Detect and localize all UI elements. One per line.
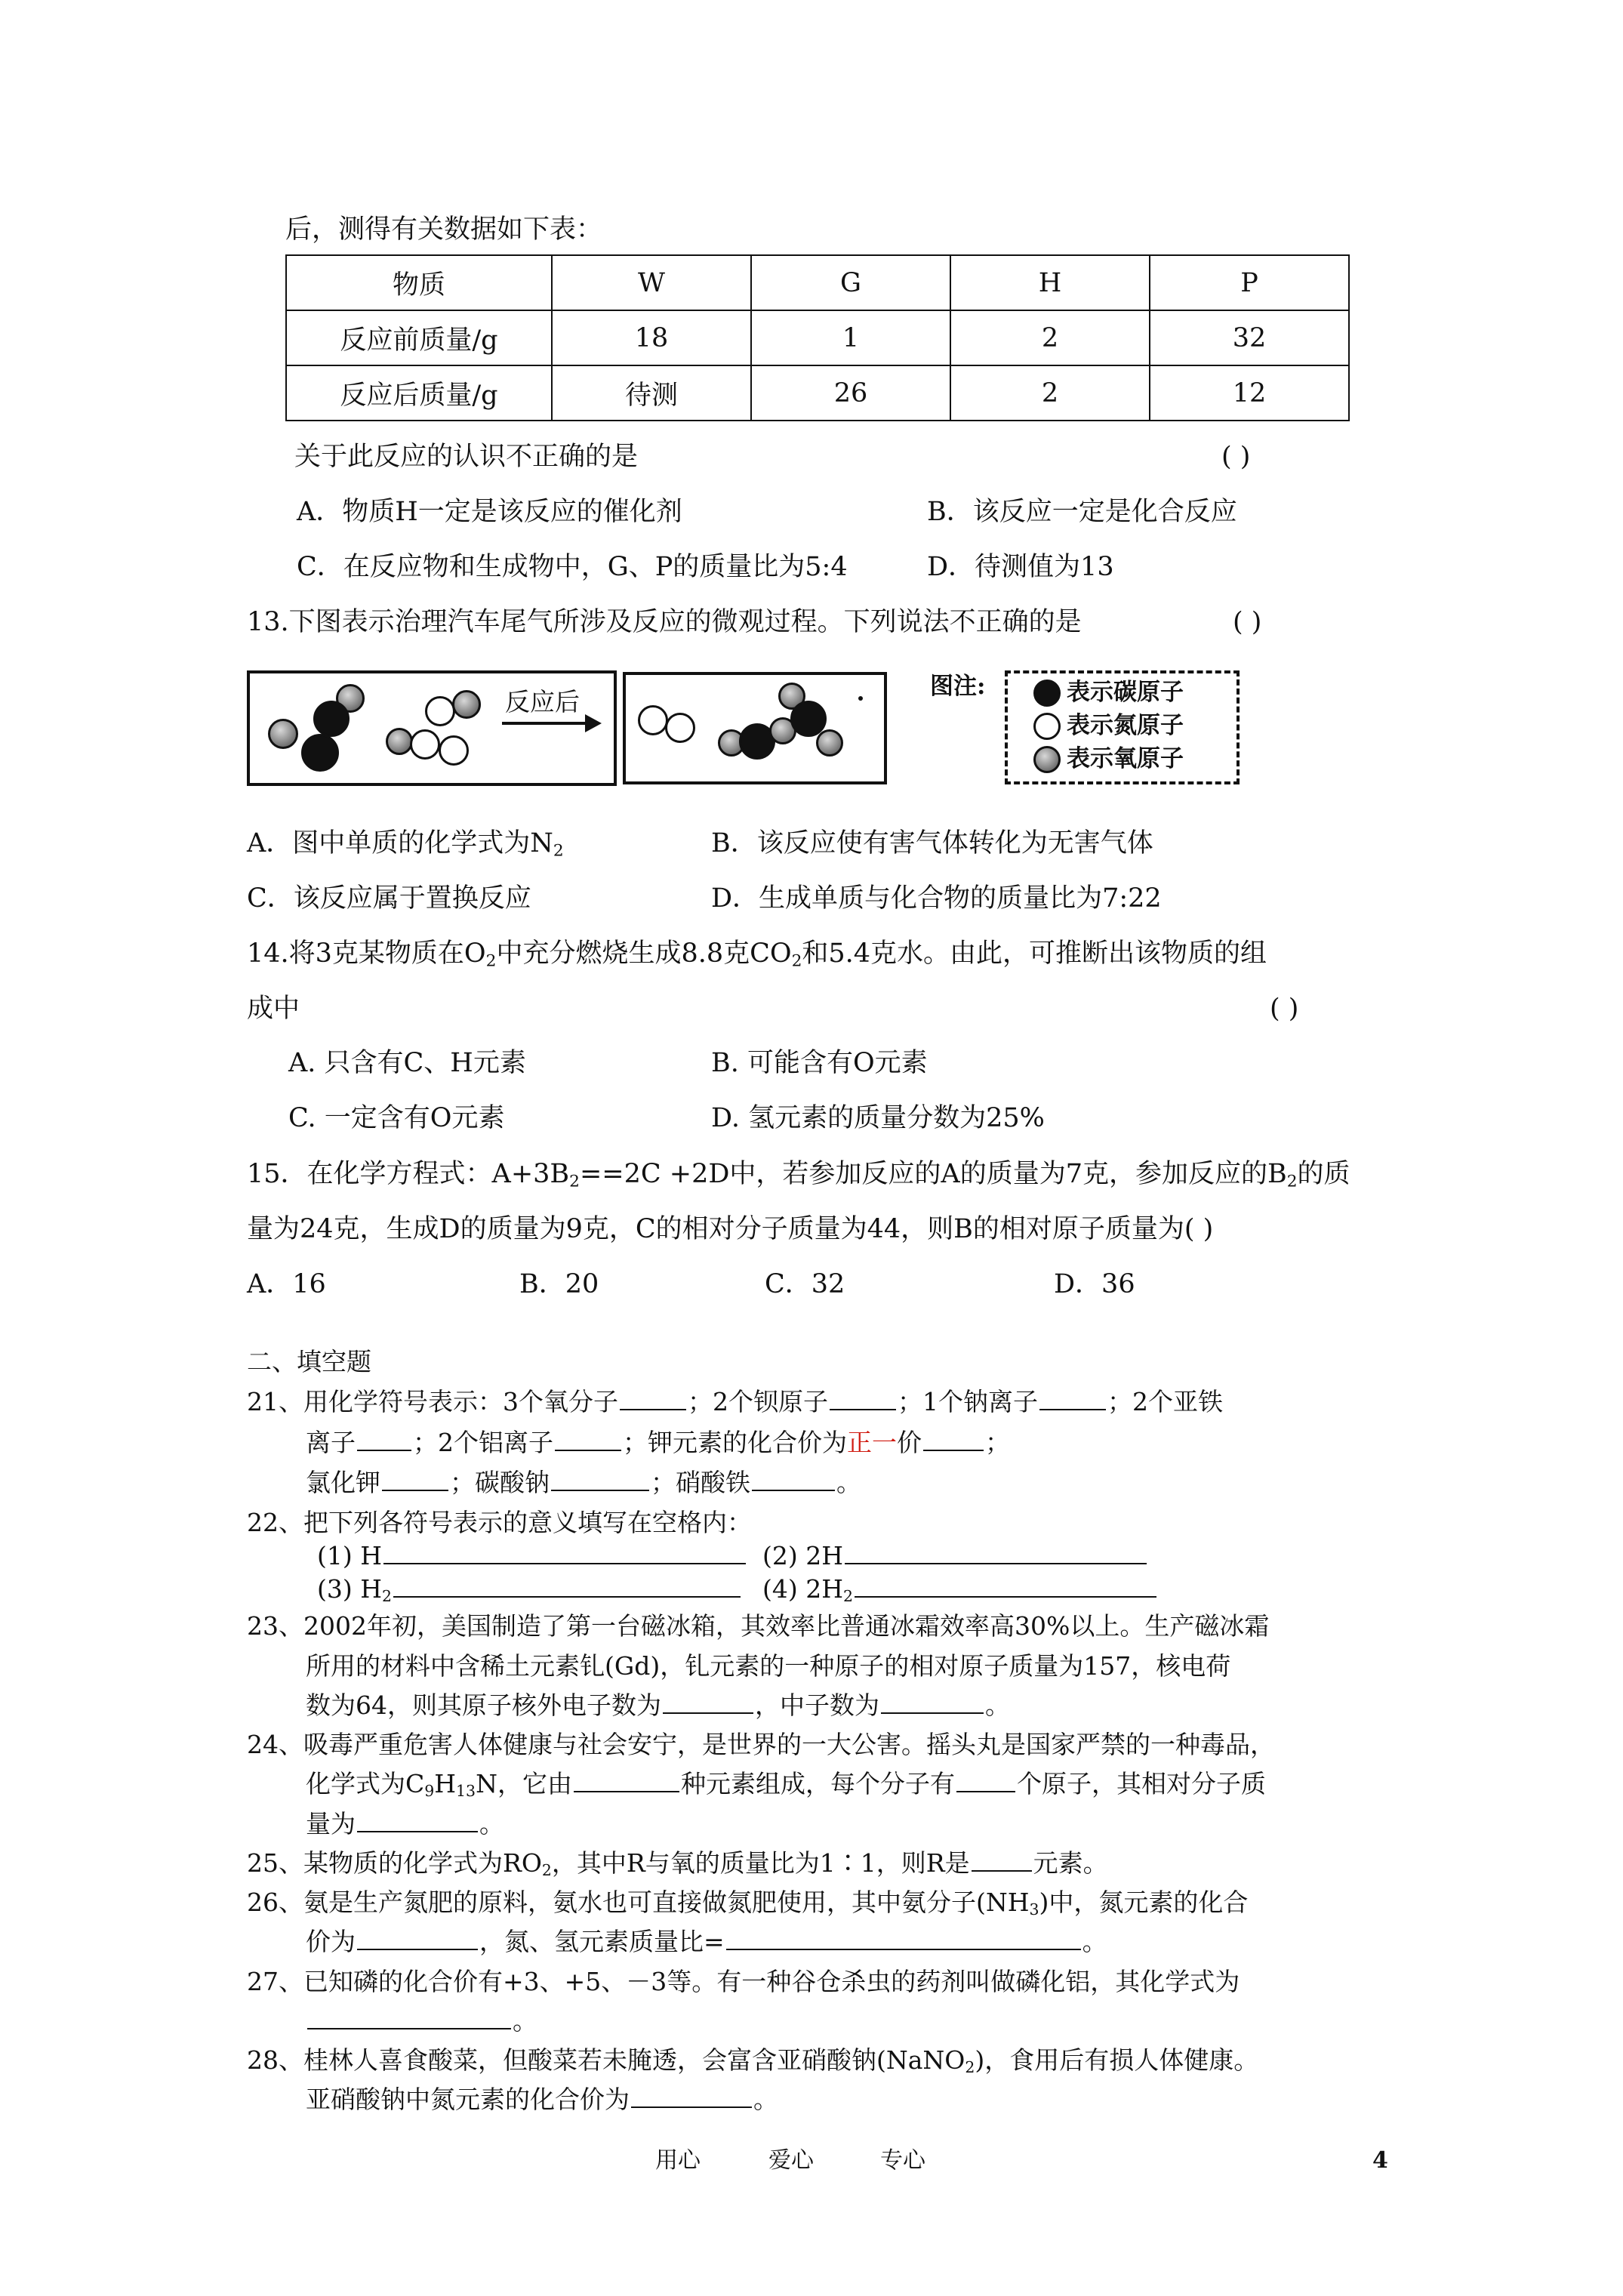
answer-blank[interactable] (855, 1573, 1156, 1598)
answer-blank[interactable] (307, 2005, 511, 2029)
q15-option-d: D．36 (1054, 1269, 1135, 1299)
q15-line1: 15．在化学方程式：$A+3B_2==2C +2D$中，若参加反应的A的质量为7克，参加反应的$B_2$的质 (247, 1159, 1350, 1191)
q14-option-a: A. 只含有C、H元素 (288, 1048, 526, 1078)
q28-line2: 亚硝酸钠中氮元素的化合价为 。 (306, 2085, 778, 2114)
carbon-legend-icon (1033, 680, 1061, 707)
q13-option-b: B．该反应使有害气体转化为无害气体 (711, 828, 1153, 858)
q15-option-b: B．20 (519, 1269, 599, 1299)
q12-stem: 关于此反应的认识不正确的是 (294, 442, 639, 472)
reaction-diagram (247, 669, 1243, 790)
data-table (285, 254, 1350, 421)
q15-line2: 量为24克，生成D的质量为9克，C的相对分子质量为44，则B的相对原子质量为( ) (247, 1214, 1214, 1244)
intro-text: 后，测得有关数据如下表： (285, 214, 603, 245)
q12-option-a: A．物质H一定是该反应的催化剂 (297, 497, 682, 527)
nitrogen-atom (638, 705, 668, 735)
table-row (286, 310, 1349, 365)
table-cell: 32 (1150, 310, 1349, 365)
dot-mark (858, 696, 863, 701)
page-number: 4 (1372, 2147, 1388, 2174)
answer-blank[interactable] (620, 1386, 686, 1410)
table-cell: 反应前质量/g (286, 310, 552, 365)
legend-oxygen-label: 表示氧原子 (1067, 745, 1184, 772)
footer-item: 爱心 (768, 2147, 814, 2174)
q24-line1: 24、吸毒严重危害人体健康与社会安宁，是世界的一大公害。摇头丸是国家严禁的一种毒品， (247, 1730, 1275, 1759)
footer-item: 用心 (655, 2147, 701, 2174)
answer-blank[interactable] (663, 1690, 753, 1714)
nitrogen-atom (439, 735, 469, 766)
answer-blank[interactable] (357, 1427, 411, 1451)
table-header: G (751, 255, 950, 310)
q12-option-b: B．该反应一定是化合反应 (927, 497, 1237, 527)
nitrogen-legend-icon (1033, 713, 1061, 740)
q13-stem: 13.下图表示治理汽车尾气所涉及反应的微观过程。下列说法不正确的是 (247, 607, 1082, 637)
q13-option-c: C．该反应属于置换反应 (247, 883, 531, 914)
answer-blank[interactable] (956, 1768, 1015, 1792)
answer-blank[interactable] (845, 1540, 1147, 1564)
q21-line3: 氯化钾 ；碳酸钠 ；硝酸铁 。 (306, 1468, 861, 1497)
table-row (286, 365, 1349, 421)
answer-blank[interactable] (830, 1386, 896, 1410)
q23-line3: 数为64，则其原子核外电子数为 ，中子数为 。 (306, 1690, 1010, 1720)
oxygen-atom (386, 728, 413, 755)
table-cell: 12 (1150, 365, 1349, 421)
arrow-head-icon (585, 714, 602, 732)
q14-bracket: ( ) (1270, 994, 1299, 1024)
answer-blank[interactable] (382, 1467, 448, 1491)
q25-line: 25、某物质的化学式为$RO_2$，其中R与氧的质量比为1∶1，则R是 元素。 (247, 1848, 1108, 1880)
q23-line1: 23、2002年初，美国制造了第一台磁冰箱，其效率比普通冰霜效率高30%以上。生产磁冰霜 (247, 1611, 1270, 1641)
footer-item: 专心 (880, 2147, 925, 2174)
q21-line1: 21、用化学符号表示：3个氧分子 ；2个钡原子 ；1个钠离子 ；2个亚铁 (247, 1387, 1223, 1416)
oxygen-legend-icon (1033, 746, 1061, 773)
q14-option-d: D. 氢元素的质量分数为25% (711, 1103, 1045, 1133)
answer-blank[interactable] (726, 1926, 1081, 1950)
table-cell: 2 (950, 365, 1150, 421)
answer-blank[interactable] (357, 1926, 478, 1950)
legend-title: 图注: (930, 673, 986, 700)
products-box (623, 672, 887, 784)
nitrogen-atom (410, 729, 440, 760)
q15-option-c: C．32 (765, 1269, 845, 1299)
answer-blank[interactable] (972, 1848, 1032, 1872)
q27-line2: 。 (306, 2005, 537, 2037)
q14-line2: 成中 (247, 994, 300, 1024)
q12-bracket: ( ) (1221, 442, 1251, 472)
answer-blank[interactable] (555, 1427, 621, 1451)
table-header: 物质 (286, 255, 552, 310)
answer-blank[interactable] (881, 1690, 984, 1714)
reaction-arrow (502, 722, 590, 725)
q13-option-a: A．图中单质的化学式为$N_2$ (247, 828, 564, 861)
q26-line1: 26、氨是生产氮肥的原料，氨水也可直接做氮肥使用，其中氨分子$(NH_3)$中，氮元素的化合 (247, 1888, 1249, 1919)
table-header-row (286, 255, 1349, 310)
table-cell: 反应后质量/g (286, 365, 552, 421)
q23-line2: 所用的材料中含稀土元素钆(Gd)，钆元素的一种原子的相对原子质量为157，核电荷 (306, 1651, 1231, 1681)
answer-blank[interactable] (393, 1573, 741, 1598)
q21-line2: 离子 ；2个铝离子 ；钾元素的化合价为正一价 ； (306, 1428, 1010, 1457)
q28-line1: 28、桂林人喜食酸菜，但酸菜若未腌透，会富含亚硝酸钠(NaNO$_2$)，食用后有损人体健康。 (247, 2045, 1259, 2077)
q22-item-2: (2) 2H (762, 1540, 1148, 1572)
answer-blank[interactable] (574, 1768, 679, 1792)
q22-item-3: (3) $H_2$ (317, 1573, 742, 1605)
legend-nitrogen-label: 表示氮原子 (1067, 712, 1184, 739)
answer-blank[interactable] (357, 1808, 478, 1832)
q24-line3: 量为 。 (306, 1809, 504, 1838)
table-cell: 2 (950, 310, 1150, 365)
legend-carbon-label: 表示碳原子 (1067, 679, 1184, 706)
q26-line2: 价为 ，氮、氢元素质量比= 。 (306, 1927, 1107, 1956)
q14-option-b: B. 可能含有O元素 (711, 1048, 928, 1078)
oxygen-atom (268, 719, 298, 749)
nitrogen-atom (425, 696, 455, 726)
arrow-label: 反应后 (505, 687, 580, 717)
q22-stem: 22、把下列各符号表示的意义填写在空格内： (247, 1508, 752, 1537)
answer-blank[interactable] (383, 1540, 746, 1564)
section-heading: 二、填空题 (247, 1347, 371, 1376)
table-cell: 26 (751, 365, 950, 421)
table-cell: 18 (552, 310, 751, 365)
q14-option-c: C. 一定含有O元素 (288, 1103, 505, 1133)
carbon-atom (301, 734, 339, 772)
answer-blank[interactable] (752, 1467, 835, 1491)
nitrogen-atom (665, 713, 695, 743)
table-header: H (950, 255, 1150, 310)
q24-line2: 化学式为$C_9H_{13}N$，它由 种元素组成，每个分子有 个原子，其相对分子质 (306, 1769, 1266, 1801)
q12-option-d: D．待测值为13 (927, 552, 1114, 582)
q15-option-a: A．16 (247, 1269, 326, 1299)
answer-blank[interactable] (631, 2084, 752, 2108)
q13-bracket: ( ) (1233, 607, 1262, 637)
carbon-atom (313, 701, 350, 737)
answer-blank[interactable] (1039, 1386, 1106, 1410)
q22-item-4: (4) $2H_2$ (762, 1573, 1158, 1605)
table-cell: 1 (751, 310, 950, 365)
q22-item-1: (1) H (317, 1540, 747, 1572)
q12-option-c: C．在反应物和生成物中，G、P的质量比为5:4 (297, 552, 848, 582)
answer-blank[interactable] (551, 1467, 649, 1491)
oxygen-atom (816, 729, 843, 757)
q14-line1: 14.将3克某物质在$O_2$中充分燃烧生成8.8克$CO_2$和5.4克水。由此，可推断出该物质的组 (247, 938, 1267, 971)
oxygen-atom (452, 690, 481, 719)
answer-blank[interactable] (923, 1427, 984, 1451)
table-cell: 待测 (552, 365, 751, 421)
q13-option-d: D．生成单质与化合物的质量比为7:22 (711, 883, 1162, 914)
legend-box (1005, 670, 1240, 784)
table-header: W (552, 255, 751, 310)
table-header: P (1150, 255, 1349, 310)
q27-line1: 27、已知磷的化合价有+3、+5、－3等。有一种谷仓杀虫的药剂叫做磷化铝，其化学式为 (247, 1967, 1240, 1996)
